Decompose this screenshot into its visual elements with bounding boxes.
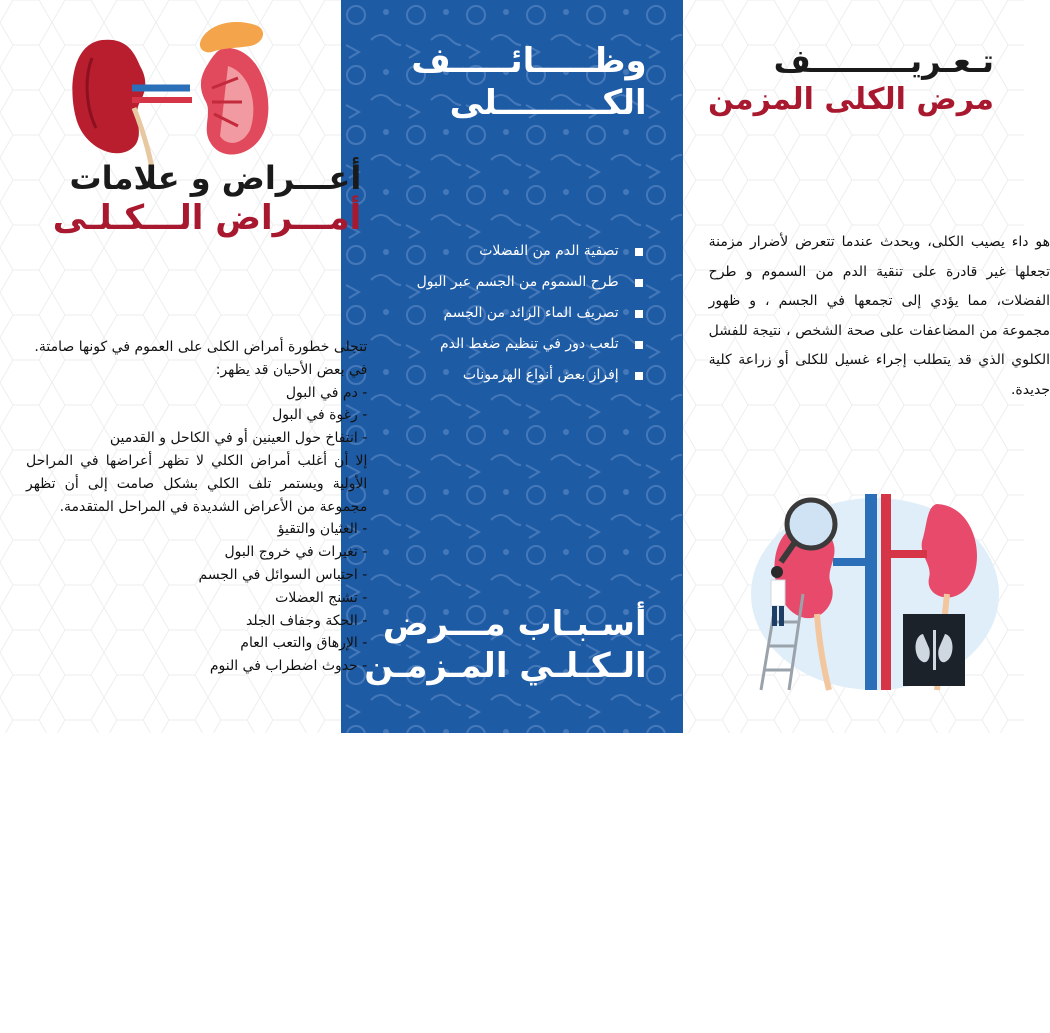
cause-text: ارتفاع ضغط الدم: [519, 854, 619, 870]
list-item: [301, 267, 642, 298]
functions-causes-panel: [341, 0, 682, 1025]
causes-list: [301, 816, 642, 1033]
list-item: [301, 847, 642, 878]
symptoms-panel: [0, 0, 368, 733]
cause-text: إلتهاب الكلى المزمن: [499, 885, 619, 901]
function-text: تلعب دور في تنظيم ضغط الدم: [440, 336, 619, 352]
symptoms-paragraph: تتجلى خطورة أمراض الكلى على العموم في كونها صامتة.: [34, 339, 368, 355]
symptom-item: - تشنج العضلات: [275, 589, 368, 606]
list-item: [301, 909, 642, 940]
function-text: إفراز بعض أنواع الهرمونات: [462, 367, 619, 383]
symptoms-paragraph: في بعض الأحيان قد يظهر:: [215, 361, 368, 378]
list-item: [301, 236, 642, 267]
definition-title-line2: مرض الكلى المزمن: [708, 82, 994, 117]
causes-title-line2: الـكـلـي المـزمـن: [364, 646, 647, 686]
cause-continuation: الكلي وتضخم البروستات: [476, 978, 619, 994]
square-bullet-icon: [635, 921, 643, 929]
symptom-item: - الحكة وجفاف الجلد: [246, 612, 368, 629]
list-item: [301, 360, 642, 391]
square-bullet-icon: [635, 859, 643, 867]
functions-title-line2: الكـــــــــلى: [449, 83, 647, 123]
definition-title: [653, 42, 994, 120]
function-text: طرح السموم من الجسم عبر البول: [416, 274, 619, 290]
list-item: [301, 816, 642, 847]
symptom-item: - انتفاخ حول العينين أو في الكاحل و القدمين: [109, 430, 368, 447]
symptom-item: - الغثيان والتقيؤ: [277, 521, 368, 538]
symptom-item: - رغوة في البول: [272, 407, 368, 424]
definition-text: هو داء يصيب الكلى، ويحدث عندما تتعرض لأضرار مزمنة تجعلها غير قادرة على تنقية الدم من السموم و طرح الفضلات، مما يؤدي إلى تجمعها في الجسم ، و ظهور مجموعة من المضاعفات على صحة الشخص ، نتيجة للفشل الكلوي الذي قد يتطلب إجراء غسيل للكلى أو زراعة كلية جديدة.: [708, 234, 1050, 398]
symptoms-paragraph: إلا أن أغلب أمراض الكلي لا تظهر أعراضها في المراحل الأولية ويستمر تلف الكلي بشكل صامت إلى أن تظهر مجموعة من الأعراض الشديدة في المراحل المتقدمة.: [26, 452, 368, 515]
cause-continuation: الناتج عن أمراض أخرى مثل حصى: [421, 947, 619, 963]
cause-continuation: وبعض أنواع السرطان.: [489, 1009, 619, 1025]
square-bullet-icon: [635, 341, 643, 349]
causes-title-line1: أسـبـاب مـــرض: [382, 604, 647, 644]
functions-title-line1: وظـــــائـــــف: [411, 41, 647, 81]
square-bullet-icon: [635, 310, 643, 318]
symptom-item: - الإرهاق والتعب العام: [240, 635, 368, 652]
kidneys-illustration: [62, 18, 282, 168]
causes-title: [305, 603, 646, 687]
symptom-item: - دم في البول: [285, 384, 368, 401]
definition-panel: [683, 0, 1050, 733]
symptoms-title: [20, 160, 361, 240]
list-item: [301, 298, 642, 329]
square-bullet-icon: [635, 372, 643, 380]
cause-text: داء السكري: [550, 823, 619, 839]
symptoms-title-line1: أعـــراض و علامات: [69, 159, 362, 197]
function-text: تصفية الدم من الفضلات: [479, 243, 619, 259]
list-item: [301, 329, 642, 360]
square-bullet-icon: [635, 828, 643, 836]
functions-title: [305, 40, 646, 124]
function-text: تصريف الماء الزائد من الجسم: [443, 305, 619, 321]
square-bullet-icon: [635, 248, 643, 256]
doctor-kidney-illustration: [747, 484, 1003, 692]
symptom-item: - احتباس السوائل في الجسم: [198, 566, 368, 583]
symptom-item: - تغيرات في خروج البول: [224, 544, 368, 561]
list-item: [301, 878, 642, 909]
cause-text: انسداد المجاري البولية المزمن: [442, 916, 619, 932]
square-bullet-icon: [635, 890, 643, 898]
definition-title-line1: تـعـريـــــــــف: [773, 42, 994, 80]
symptom-item: - حدوث اضطراب في النوم: [209, 658, 368, 675]
functions-list: [301, 236, 642, 391]
square-bullet-icon: [635, 279, 643, 287]
symptoms-title-line2: أمـــراض الـــكـلـى: [52, 198, 362, 238]
